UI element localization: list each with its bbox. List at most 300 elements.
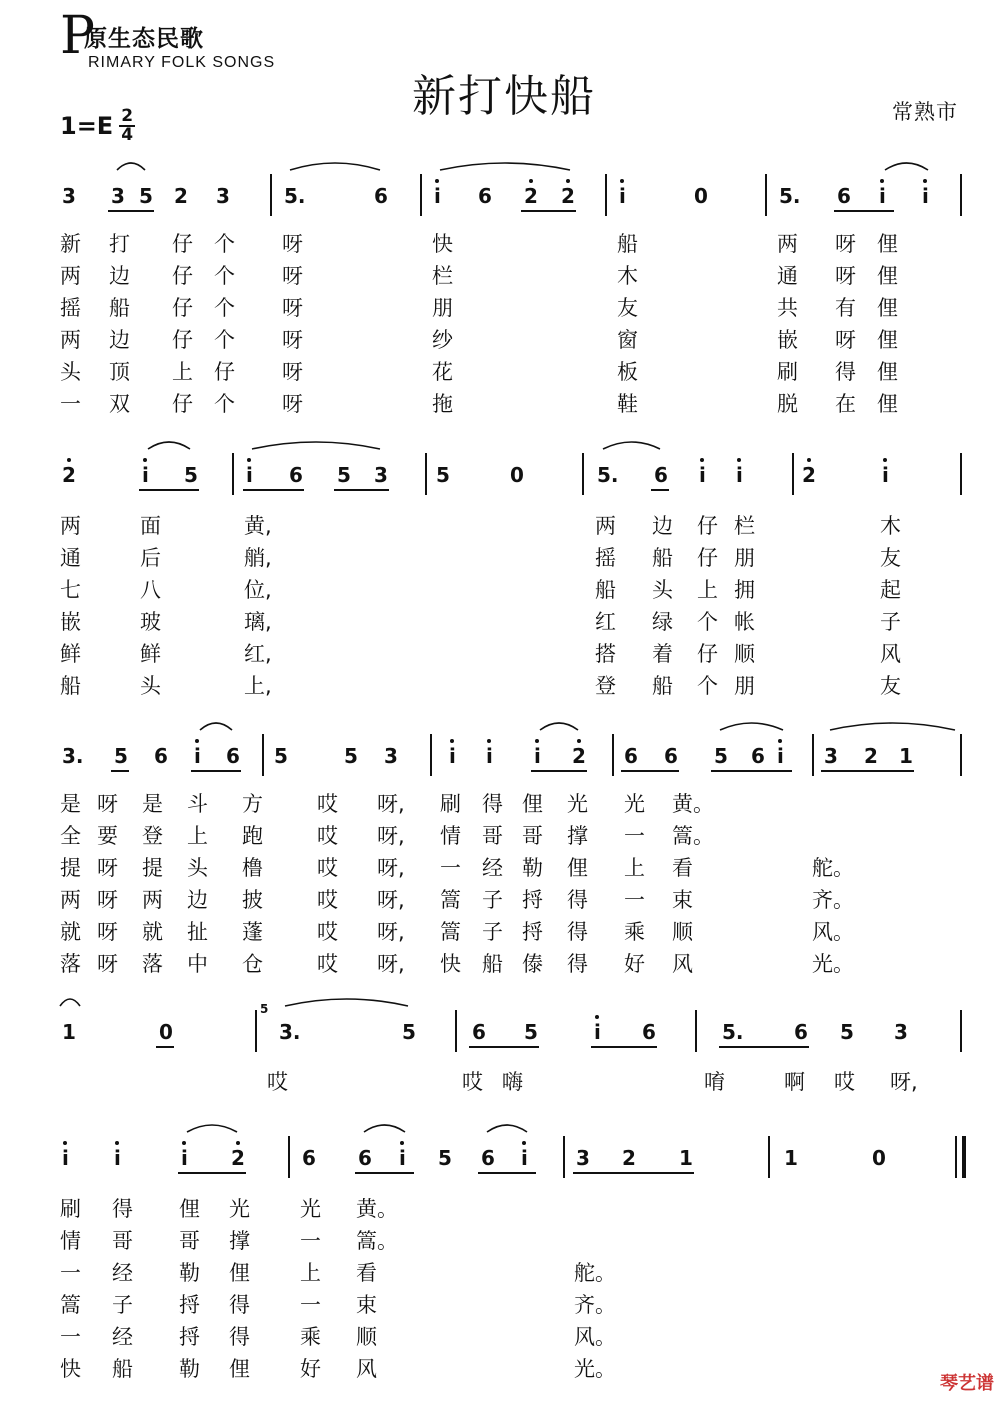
lyric-char: 篙。 <box>672 824 714 848</box>
lyric-char: 呀 <box>282 264 303 288</box>
lyric-char: 子 <box>482 920 503 944</box>
jianpu-note: 5. <box>597 463 619 487</box>
lyric-char: 乘 <box>624 920 645 944</box>
lyric-char: 得 <box>229 1293 250 1317</box>
lyric-char: 鲜 <box>140 642 161 666</box>
jianpu-note: 1 <box>679 1146 693 1170</box>
lyric-char: 蓬 <box>242 920 263 944</box>
lyric-char: 捋 <box>179 1325 200 1349</box>
lyric-char: 面 <box>140 514 161 538</box>
lyric-char: 撑 <box>229 1229 250 1253</box>
jianpu-note: i <box>114 1146 121 1170</box>
jianpu-note: 3. <box>62 744 84 768</box>
jianpu-note: 6 <box>472 1020 486 1044</box>
lyric-char: 呀, <box>377 824 405 848</box>
jianpu-note: 0 <box>159 1020 173 1044</box>
jianpu-note: 2 <box>802 463 816 487</box>
lyric-char: 刷 <box>440 792 461 816</box>
slur-mark <box>603 442 660 449</box>
lyric-char: 通 <box>60 546 81 570</box>
lyric-char: 风 <box>356 1357 377 1381</box>
lyric-char: 俚 <box>877 328 898 352</box>
lyric-char: 傣 <box>522 952 543 976</box>
lyric-char: 仔 <box>172 296 193 320</box>
lyric-char: 个 <box>214 232 235 256</box>
watermark-logo: 琴艺谱 <box>940 1373 994 1394</box>
jianpu-note: i <box>434 184 441 208</box>
lyric-char: 俚 <box>522 792 543 816</box>
lyric-char: 拥 <box>734 578 755 602</box>
slur-mark <box>187 1125 237 1132</box>
lyric-char: 情 <box>60 1229 81 1253</box>
lyric-char: 经 <box>112 1325 133 1349</box>
lyric-char: 两 <box>60 264 81 288</box>
lyric-char: 光。 <box>812 952 854 976</box>
lyric-char: 璃, <box>244 610 272 634</box>
lyric-char: 帐 <box>734 610 755 634</box>
lyric-char: 子 <box>112 1293 133 1317</box>
lyric-char: 哎 <box>317 856 338 880</box>
lyric-char: 一 <box>60 1325 81 1349</box>
jianpu-note: i <box>699 463 706 487</box>
lyric-char: 提 <box>142 856 163 880</box>
lyric-char: 斗 <box>187 792 208 816</box>
lyric-char: 风。 <box>812 920 854 944</box>
jianpu-note: i <box>246 463 253 487</box>
jianpu-note: 6 <box>302 1146 316 1170</box>
lyric-char: 呀, <box>377 856 405 880</box>
lyric-char: 两 <box>60 328 81 352</box>
jianpu-note: 0 <box>510 463 524 487</box>
jianpu-note: 3. <box>279 1020 301 1044</box>
jianpu-note: 3 <box>894 1020 908 1044</box>
lyric-char: 朋 <box>734 674 755 698</box>
lyric-char: 快 <box>432 232 453 256</box>
lyric-char: 在 <box>835 392 856 416</box>
jianpu-note: 5 <box>438 1146 452 1170</box>
lyric-char: 个 <box>214 328 235 352</box>
lyric-char: 得 <box>567 952 588 976</box>
brand-chinese-name: 原生态民歌 <box>84 26 204 52</box>
jianpu-note: 5 <box>139 184 153 208</box>
lyric-char: 登 <box>595 674 616 698</box>
jianpu-note: 5 <box>714 744 728 768</box>
jianpu-note: i <box>879 184 886 208</box>
lyric-char: 呀 <box>282 296 303 320</box>
jianpu-note: 5 <box>114 744 128 768</box>
jianpu-note: 6 <box>481 1146 495 1170</box>
lyric-char: 得 <box>567 888 588 912</box>
lyric-char: 共 <box>777 296 798 320</box>
lyric-char: 一 <box>60 1261 81 1285</box>
grace-note: 5 <box>260 1002 269 1016</box>
lyric-char: 哥 <box>112 1229 133 1253</box>
lyric-char: 刷 <box>60 1197 81 1221</box>
jianpu-note: 6 <box>358 1146 372 1170</box>
lyric-char: 嗨 <box>502 1070 523 1094</box>
jianpu-note: 3 <box>824 744 838 768</box>
song-origin: 常熟市 <box>892 100 958 124</box>
lyric-char: 捋 <box>522 920 543 944</box>
lyric-char: 哎 <box>317 920 338 944</box>
slur-mark <box>252 442 380 449</box>
lyric-char: 勒 <box>179 1261 200 1285</box>
lyric-char: 通 <box>777 264 798 288</box>
jianpu-note: 5 <box>344 744 358 768</box>
lyric-char: 舵。 <box>812 856 854 880</box>
slur-mark <box>830 723 955 730</box>
jianpu-note: 3 <box>111 184 125 208</box>
lyric-char: 得 <box>229 1325 250 1349</box>
jianpu-note: i <box>142 463 149 487</box>
slur-mark <box>364 1125 405 1132</box>
lyric-char: 要 <box>97 824 118 848</box>
lyric-char: 就 <box>142 920 163 944</box>
lyric-char: 仔 <box>172 392 193 416</box>
lyric-char: 船 <box>595 578 616 602</box>
lyric-char: 板 <box>617 360 638 384</box>
lyric-char: 快 <box>60 1357 81 1381</box>
lyric-char: 搭 <box>595 642 616 666</box>
jianpu-note: 1 <box>784 1146 798 1170</box>
lyric-char: 俚 <box>567 856 588 880</box>
lyric-char: 哥 <box>522 824 543 848</box>
lyric-char: 两 <box>595 514 616 538</box>
lyric-char: 勒 <box>179 1357 200 1381</box>
lyric-char: 黄。 <box>672 792 714 816</box>
lyric-char: 顶 <box>109 360 130 384</box>
lyric-char: 上 <box>697 578 718 602</box>
lyric-char: 船 <box>617 232 638 256</box>
lyric-char: 纱 <box>432 328 453 352</box>
lyric-char: 看 <box>672 856 693 880</box>
slur-mark <box>200 723 232 730</box>
lyric-char: 脱 <box>777 392 798 416</box>
lyric-char: 八 <box>140 578 161 602</box>
jianpu-note: 5 <box>337 463 351 487</box>
lyric-char: 顺 <box>734 642 755 666</box>
slur-mark <box>117 163 145 170</box>
jianpu-note: 3 <box>374 463 388 487</box>
lyric-char: 红 <box>595 610 616 634</box>
lyric-char: 两 <box>142 888 163 912</box>
lyric-char: 中 <box>187 952 208 976</box>
lyric-char: 看 <box>356 1261 377 1285</box>
lyric-char: 嵌 <box>60 610 81 634</box>
jianpu-note: i <box>619 184 626 208</box>
jianpu-note: 6 <box>226 744 240 768</box>
jianpu-note: 5 <box>524 1020 538 1044</box>
lyric-char: 俚 <box>877 264 898 288</box>
jianpu-note: 2 <box>572 744 586 768</box>
jianpu-note: i <box>181 1146 188 1170</box>
jianpu-note: i <box>594 1020 601 1044</box>
lyric-char: 经 <box>112 1261 133 1285</box>
lyric-char: 鲜 <box>60 642 81 666</box>
brand-english-name: RIMARY FOLK SONGS <box>88 54 276 71</box>
jianpu-note: i <box>62 1146 69 1170</box>
jianpu-note: 5 <box>436 463 450 487</box>
lyric-char: 位, <box>244 578 272 602</box>
lyric-char: 篙。 <box>356 1229 398 1253</box>
slur-mark <box>440 163 570 170</box>
jianpu-note: i <box>882 463 889 487</box>
lyric-char: 光 <box>229 1197 250 1221</box>
lyric-char: 呀, <box>377 952 405 976</box>
lyric-char: 捋 <box>522 888 543 912</box>
jianpu-note: 5. <box>284 184 306 208</box>
jianpu-note: 5 <box>840 1020 854 1044</box>
lyric-char: 后 <box>140 546 161 570</box>
lyric-char: 哥 <box>482 824 503 848</box>
lyric-char: 光 <box>624 792 645 816</box>
lyric-char: 呀 <box>97 920 118 944</box>
slur-mark <box>720 723 783 730</box>
lyric-char: 有 <box>835 296 856 320</box>
lyric-char: 束 <box>356 1293 377 1317</box>
lyric-char: 舵。 <box>574 1261 616 1285</box>
lyric-char: 俚 <box>877 360 898 384</box>
lyric-char: 船 <box>109 296 130 320</box>
jianpu-note: 3 <box>576 1146 590 1170</box>
jianpu-note: 1 <box>899 744 913 768</box>
slur-mark <box>60 999 80 1006</box>
lyric-char: 边 <box>109 264 130 288</box>
lyric-char: 边 <box>652 514 673 538</box>
lyric-char: 呀 <box>835 328 856 352</box>
lyric-char: 哎 <box>317 792 338 816</box>
jianpu-note: 6 <box>794 1020 808 1044</box>
lyric-char: 朋 <box>432 296 453 320</box>
jianpu-note: 2 <box>62 463 76 487</box>
jianpu-note: 6 <box>289 463 303 487</box>
lyric-char: 俚 <box>877 392 898 416</box>
jianpu-note: 2 <box>864 744 878 768</box>
lyric-char: 全 <box>60 824 81 848</box>
jianpu-note: 6 <box>624 744 638 768</box>
lyric-char: 一 <box>624 888 645 912</box>
lyric-char: 提 <box>60 856 81 880</box>
lyric-char: 窗 <box>617 328 638 352</box>
lyric-char: 是 <box>142 792 163 816</box>
lyric-char: 篙 <box>440 888 461 912</box>
lyric-char: 得 <box>112 1197 133 1221</box>
lyric-char: 呀, <box>377 888 405 912</box>
jianpu-note: i <box>399 1146 406 1170</box>
lyric-char: 光 <box>300 1197 321 1221</box>
lyric-char: 船 <box>482 952 503 976</box>
lyric-char: 呀, <box>377 920 405 944</box>
lyric-char: 摇 <box>595 546 616 570</box>
lyric-char: 仔 <box>172 328 193 352</box>
slur-mark <box>487 1125 527 1132</box>
jianpu-note: 5 <box>184 463 198 487</box>
lyric-char: 仔 <box>697 514 718 538</box>
lyric-char: 个 <box>697 674 718 698</box>
slur-mark <box>285 999 408 1006</box>
lyric-char: 上, <box>244 674 272 698</box>
lyric-char: 仔 <box>214 360 235 384</box>
jianpu-note: 3 <box>62 184 76 208</box>
jianpu-note: 5 <box>402 1020 416 1044</box>
lyric-char: 齐。 <box>812 888 854 912</box>
lyric-char: 一 <box>440 856 461 880</box>
time-signature-bottom: 4 <box>121 125 134 145</box>
lyric-char: 落 <box>60 952 81 976</box>
lyric-char: 呀 <box>835 232 856 256</box>
lyric-char: 登 <box>142 824 163 848</box>
lyric-char: 个 <box>214 392 235 416</box>
jianpu-note: 6 <box>751 744 765 768</box>
jianpu-note: 5. <box>779 184 801 208</box>
lyric-char: 唷 <box>704 1070 725 1094</box>
lyric-char: 呀 <box>282 232 303 256</box>
lyric-char: 情 <box>440 824 461 848</box>
jianpu-note: i <box>486 744 493 768</box>
lyric-char: 刷 <box>777 360 798 384</box>
lyric-char: 风。 <box>574 1325 616 1349</box>
lyric-char: 花 <box>432 360 453 384</box>
lyric-char: 齐。 <box>574 1293 616 1317</box>
lyric-char: 俚 <box>877 232 898 256</box>
lyric-char: 披 <box>242 888 263 912</box>
lyric-char: 顺 <box>356 1325 377 1349</box>
lyric-char: 跑 <box>242 824 263 848</box>
brand-big-letter: P <box>60 6 95 66</box>
lyric-char: 栏 <box>734 514 755 538</box>
lyric-char: 哎 <box>834 1070 855 1094</box>
lyric-char: 友 <box>880 674 901 698</box>
lyric-char: 着 <box>652 642 673 666</box>
lyric-char: 俚 <box>179 1197 200 1221</box>
jianpu-note: 6 <box>837 184 851 208</box>
lyric-char: 船 <box>60 674 81 698</box>
lyric-char: 头 <box>652 578 673 602</box>
lyric-char: 哎 <box>267 1070 288 1094</box>
lyric-char: 呀 <box>282 360 303 384</box>
lyric-char: 呀 <box>97 888 118 912</box>
lyric-char: 方 <box>242 792 263 816</box>
jianpu-note: 5. <box>722 1020 744 1044</box>
lyric-char: 哎 <box>317 888 338 912</box>
lyric-char: 俚 <box>229 1357 250 1381</box>
jianpu-note: i <box>777 744 784 768</box>
lyric-char: 鞋 <box>617 392 638 416</box>
jianpu-note: 6 <box>664 744 678 768</box>
jianpu-note: 6 <box>478 184 492 208</box>
lyric-char: 乘 <box>300 1325 321 1349</box>
lyric-char: 经 <box>482 856 503 880</box>
lyric-char: 红, <box>244 642 272 666</box>
lyric-char: 呀 <box>97 856 118 880</box>
lyric-char: 落 <box>142 952 163 976</box>
lyric-char: 呀, <box>377 792 405 816</box>
lyric-char: 个 <box>697 610 718 634</box>
lyric-char: 个 <box>214 264 235 288</box>
lyric-char: 船 <box>112 1357 133 1381</box>
lyric-char: 朋 <box>734 546 755 570</box>
lyric-char: 光 <box>567 792 588 816</box>
slur-mark <box>148 442 190 449</box>
lyric-char: 新 <box>60 232 81 256</box>
lyric-char: 头 <box>140 674 161 698</box>
lyric-char: 俚 <box>877 296 898 320</box>
lyric-char: 就 <box>60 920 81 944</box>
lyric-char: 得 <box>835 360 856 384</box>
lyric-char: 顺 <box>672 920 693 944</box>
lyric-char: 船 <box>652 546 673 570</box>
lyric-char: 友 <box>617 296 638 320</box>
jianpu-note: i <box>736 463 743 487</box>
lyric-char: 起 <box>880 578 901 602</box>
lyric-char: 头 <box>60 360 81 384</box>
jianpu-note: i <box>194 744 201 768</box>
lyric-char: 两 <box>60 888 81 912</box>
jianpu-note: 2 <box>561 184 575 208</box>
lyric-char: 黄, <box>244 514 272 538</box>
lyric-char: 两 <box>777 232 798 256</box>
lyric-char: 头 <box>187 856 208 880</box>
lyric-char: 篙 <box>60 1293 81 1317</box>
jianpu-note: i <box>521 1146 528 1170</box>
jianpu-note: 3 <box>216 184 230 208</box>
lyric-char: 勒 <box>522 856 543 880</box>
jianpu-note: 1 <box>62 1020 76 1044</box>
lyric-char: 木 <box>617 264 638 288</box>
lyric-char: 上 <box>300 1261 321 1285</box>
jianpu-note: 2 <box>524 184 538 208</box>
lyric-char: 得 <box>567 920 588 944</box>
lyric-char: 一 <box>60 392 81 416</box>
lyric-char: 呀 <box>282 328 303 352</box>
lyric-char: 船 <box>652 674 673 698</box>
lyric-char: 仔 <box>697 642 718 666</box>
lyric-char: 上 <box>624 856 645 880</box>
lyric-char: 两 <box>60 514 81 538</box>
key-label: 1=E <box>60 112 114 140</box>
jianpu-note: 6 <box>374 184 388 208</box>
lyric-char: 栏 <box>432 264 453 288</box>
lyric-char: 得 <box>482 792 503 816</box>
lyric-char: 子 <box>482 888 503 912</box>
lyric-char: 打 <box>109 232 130 256</box>
lyric-char: 摇 <box>60 296 81 320</box>
lyric-char: 风 <box>672 952 693 976</box>
lyric-char: 好 <box>624 952 645 976</box>
jianpu-note: 2 <box>622 1146 636 1170</box>
lyric-char: 扯 <box>187 920 208 944</box>
slur-mark <box>885 163 928 170</box>
lyric-char: 撑 <box>567 824 588 848</box>
lyric-char: 光。 <box>574 1357 616 1381</box>
lyric-char: 呀, <box>890 1070 918 1094</box>
song-title: 新打快船 <box>412 71 596 122</box>
lyric-char: 友 <box>880 546 901 570</box>
lyric-char: 篙 <box>440 920 461 944</box>
lyric-char: 边 <box>109 328 130 352</box>
jianpu-note: 3 <box>384 744 398 768</box>
lyric-char: 一 <box>624 824 645 848</box>
lyric-char: 啊 <box>784 1070 805 1094</box>
lyric-char: 哎 <box>462 1070 483 1094</box>
lyric-char: 一 <box>300 1293 321 1317</box>
lyric-char: 个 <box>214 296 235 320</box>
lyric-char: 边 <box>187 888 208 912</box>
lyric-char: 快 <box>440 952 461 976</box>
lyric-char: 七 <box>60 578 81 602</box>
lyric-char: 一 <box>300 1229 321 1253</box>
lyric-char: 黄。 <box>356 1197 398 1221</box>
